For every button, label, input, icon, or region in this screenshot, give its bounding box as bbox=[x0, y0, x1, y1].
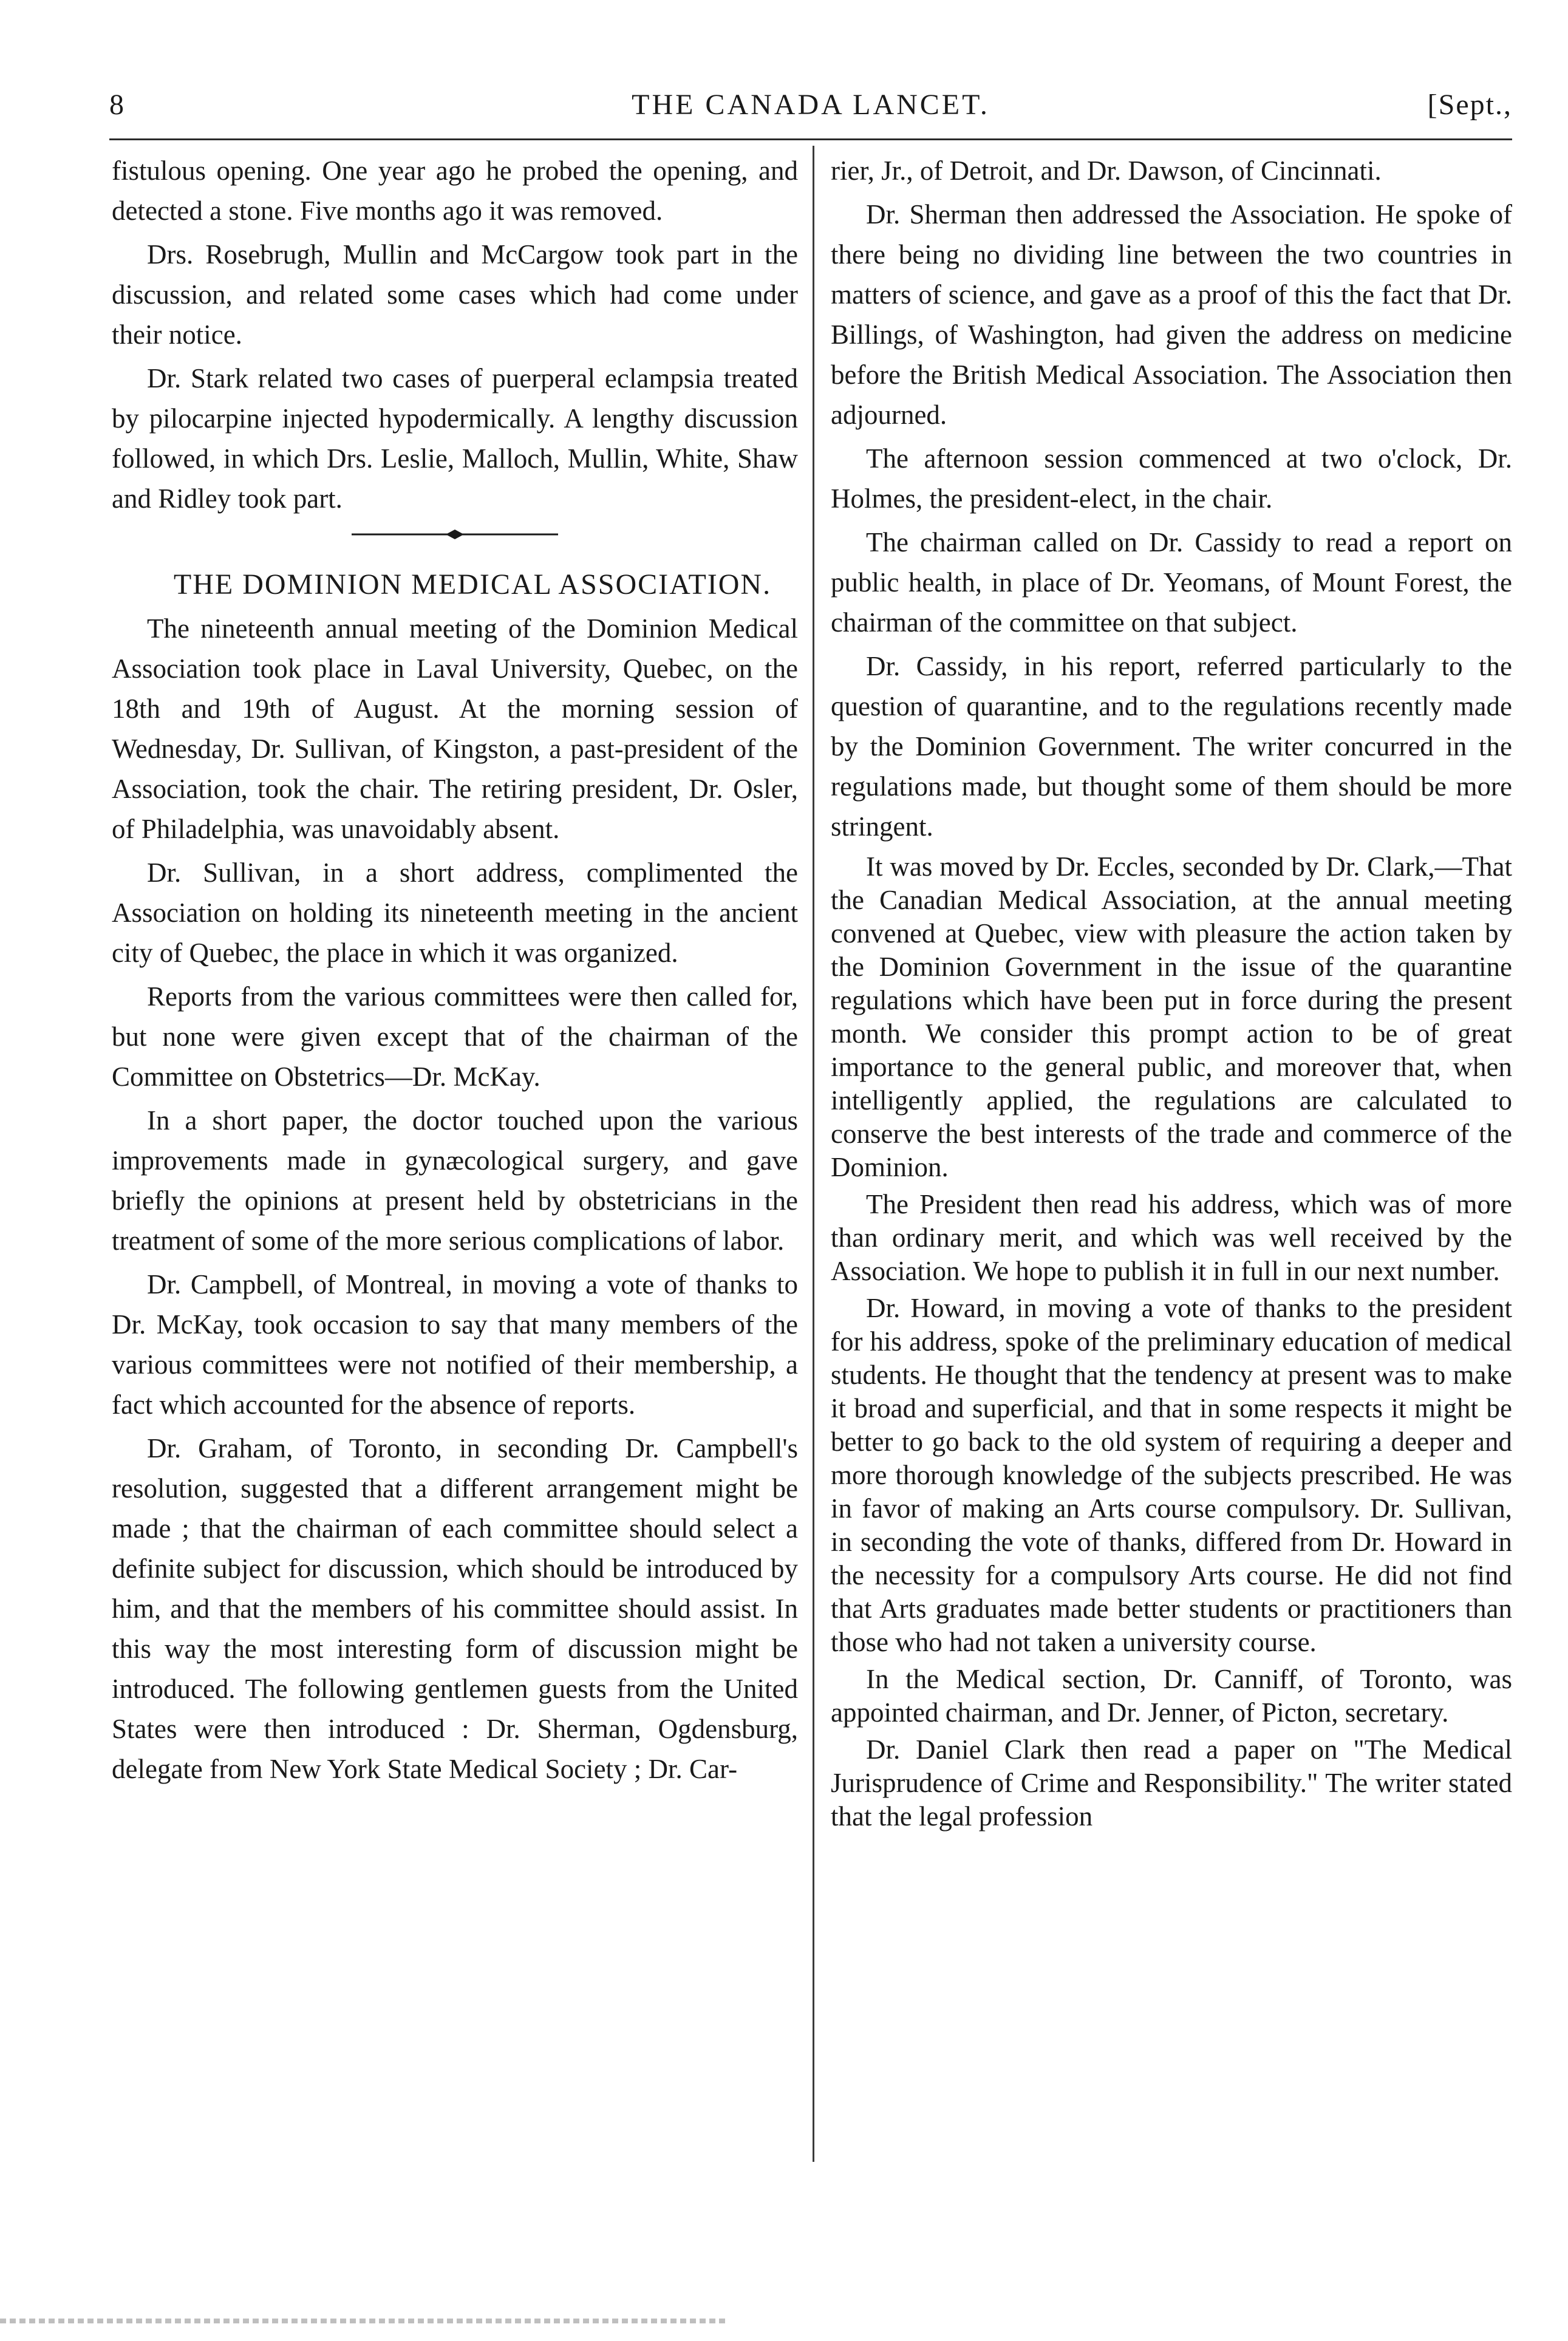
right-column bbox=[831, 151, 1512, 1837]
paragraph: fistulous opening. One year ago he probed the opening, and detected a stone. Five months ago it was removed. bbox=[112, 155, 798, 226]
section-title: THE DOMINION MEDICAL ASSOCIATION. bbox=[173, 568, 772, 601]
paragraph: Reports from the various committees were then called for, but none were given except that of the chairman of the Committee on Obstetrics—Dr. McKay. bbox=[112, 981, 798, 1092]
paragraph: Drs. Rosebrugh, Mullin and McCargow took part in the discussion, and related some cases which had come under their notice. bbox=[112, 239, 798, 350]
header-rule bbox=[109, 138, 1512, 140]
issue-month: [Sept., bbox=[1427, 89, 1512, 121]
paragraph: Dr. Stark related two cases of puerperal eclampsia treated by pilocarpine injected hypodermically. A lengthy discussion followed, in which Drs. Leslie, Malloch, Mullin, White, Shaw and Ridley took part. bbox=[112, 363, 798, 514]
left-column bbox=[112, 151, 798, 1793]
page-number: 8 bbox=[109, 89, 125, 121]
journal-title: THE CANADA LANCET. bbox=[632, 89, 990, 121]
running-header bbox=[109, 88, 1512, 132]
paragraph: The chairman called on Dr. Cassidy to read a report on public health, in place of Dr. Yeomans, of Mount Forest, the chairman of the committee on that subject. bbox=[831, 527, 1512, 638]
paragraph: Dr. Daniel Clark then read a paper on "The Medical Jurisprudence of Crime and Responsibility." The writer stated that the legal profession bbox=[831, 1734, 1512, 1832]
paragraph: In the Medical section, Dr. Canniff, of Toronto, was appointed chairman, and Dr. Jenner, of Picton, secretary. bbox=[831, 1664, 1512, 1728]
paragraph: In a short paper, the doctor touched upon the various improvements made in gynæcological surgery, and gave briefly the opinions at present held by obstetricians in the treatment of some of the more serious complications of labor. bbox=[112, 1105, 798, 1256]
paragraph: Dr. Howard, in moving a vote of thanks to the president for his address, spoke of the preliminary education of medical students. He thought that the tendency at present was to make it broad and superficial, and that in some respects it might be better to go back to the old system of requiring a deeper and more thorough knowledge of the subjects prescribed. He was in favor of making an Arts course compulsory. Dr. Sullivan, in seconding the vote of thanks, differed from Dr. Howard in the necessity for a compulsory Arts course. He did not find that Arts graduates made better students or practitioners than those who had not taken a university course. bbox=[831, 1293, 1512, 1657]
column-divider bbox=[813, 146, 814, 2162]
paragraph: Dr. Campbell, of Montreal, in moving a vote of thanks to Dr. McKay, took occasion to say that many members of the various committees were not notified of their membership, a fact which accounted for the absence of reports. bbox=[112, 1269, 798, 1420]
paragraph: Dr. Graham, of Toronto, in seconding Dr. Campbell's resolution, suggested that a different arrangement might be made ; that the chairman of each committee should select a definite subject for discussion, which should be introduced by him, and that the members of his committee should assist. In this way the most interesting form of discussion might be introduced. The following gentlemen guests from the United States were then introduced : Dr. Sherman, Ogdensburg, delegate from New York State Medical Society ; Dr. Car- bbox=[112, 1433, 798, 1784]
paragraph: rier, Jr., of Detroit, and Dr. Dawson, of Cincinnati. bbox=[831, 155, 1382, 186]
paragraph: Dr. Cassidy, in his report, referred particularly to the question of quarantine, and to the regulations recently made by the Dominion Government. The writer concurred in the regulations made, but thought some of them should be more stringent. bbox=[831, 651, 1512, 842]
paragraph: The afternoon session commenced at two o'clock, Dr. Holmes, the president-elect, in the chair. bbox=[831, 443, 1512, 514]
paragraph: The President then read his address, which was of more than ordinary merit, and which was well received by the Association. We hope to publish it in full in our next number. bbox=[831, 1189, 1512, 1286]
paragraph: The nineteenth annual meeting of the Dominion Medical Association took place in Laval University, Quebec, on the 18th and 19th of August. At the morning session of Wednesday, Dr. Sullivan, of Kingston, a past-president of the Association, took the chair. The retiring president, Dr. Osler, of Philadelphia, was unavoidably absent. bbox=[112, 613, 798, 844]
paragraph: It was moved by Dr. Eccles, seconded by Dr. Clark,—That the Canadian Medical Association, at the annual meeting convened at Quebec, view with pleasure the action taken by the Dominion Government in the issue of the quarantine regulations which have been put in force during the present month. We consider this prompt action to be of great importance to the general public, and moreover that, when intelligently applied, the regulations are calculated to conserve the best interests of the trade and commerce of the Dominion. bbox=[831, 851, 1512, 1182]
paragraph: Dr. Sullivan, in a short address, complimented the Association on holding its nineteenth meeting in the ancient city of Quebec, the place in which it was organized. bbox=[112, 857, 798, 968]
scan-edge-artifact bbox=[0, 2319, 729, 2323]
section-ornament-divider bbox=[352, 527, 558, 542]
paragraph: Dr. Sherman then addressed the Association. He spoke of there being no dividing line between the two countries in matters of science, and gave as a proof of this the fact that Dr. Billings, of Washington, had given the address on medicine before the British Medical Association. The Association then adjourned. bbox=[831, 199, 1512, 430]
